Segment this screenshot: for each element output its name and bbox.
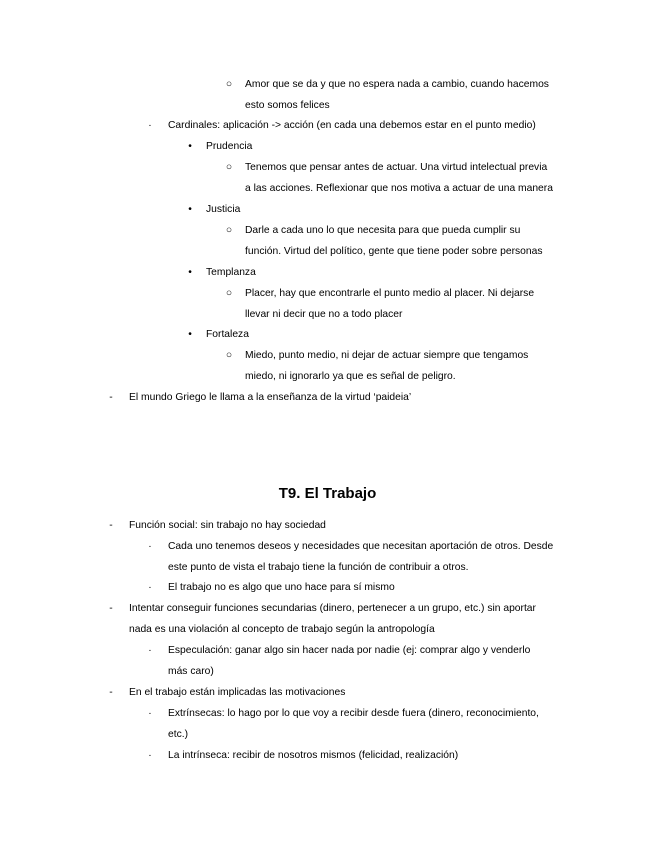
circle-bullet-icon: ○ — [225, 350, 233, 361]
virtue-desc-line1: Tenemos que pensar antes de actuar. Una virtud intelectual previa — [245, 162, 548, 173]
extrinsecas-line1: Extrínsecas: lo hago por lo que voy a recibir desde fuera (dinero, reconocimiento, — [168, 708, 539, 719]
virtue-desc-line2: función. Virtud del político, gente que tiene poder sobre personas — [245, 246, 543, 257]
circle-bullet-icon: ○ — [225, 162, 233, 173]
virtue-name-justicia: Justicia — [206, 204, 241, 215]
dot-bullet-icon: · — [148, 645, 152, 656]
funciones-secundarias-line1: Intentar conseguir funciones secundarias (dinero, pertenecer a un grupo, etc.) sin aportar — [129, 603, 536, 614]
circle-bullet-icon: ○ — [225, 225, 233, 236]
virtue-desc-line2: miedo, ni ignorarlo ya que es señal de peligro. — [245, 371, 456, 382]
virtue-desc-line1: Darle a cada uno lo que necesita para que pueda cumplir su — [245, 225, 521, 236]
disc-bullet-icon: • — [188, 204, 192, 215]
virtue-name-templanza: Templanza — [206, 267, 256, 278]
circle-bullet-icon: ○ — [225, 79, 233, 90]
virtue-desc-line2: llevar ni decir que no a todo placer — [245, 309, 403, 320]
disc-bullet-icon: • — [188, 329, 192, 340]
motivaciones-item: En el trabajo están implicadas las motivaciones — [129, 687, 346, 698]
dash-bullet-icon: - — [109, 687, 113, 698]
cardinales-item: Cardinales: aplicación -> acción (en cada una debemos estar en el punto medio) — [168, 120, 536, 131]
dot-bullet-icon: · — [148, 750, 152, 761]
disc-bullet-icon: • — [188, 267, 192, 278]
especulacion-line1: Especulación: ganar algo sin hacer nada por nadie (ej: comprar algo y venderlo — [168, 645, 531, 656]
virtue-name-fortaleza: Fortaleza — [206, 329, 249, 340]
extrinsecas-line2: etc.) — [168, 729, 189, 740]
love-item-line1: Amor que se da y que no espera nada a cambio, cuando hacemos — [245, 79, 549, 90]
dot-bullet-icon: · — [148, 541, 152, 552]
paideia-item: El mundo Griego le llama a la enseñanza de la virtud ‘paideia’ — [129, 392, 412, 403]
dot-bullet-icon: · — [148, 120, 152, 131]
love-item-line2: esto somos felices — [245, 100, 330, 111]
circle-bullet-icon: ○ — [225, 288, 233, 299]
funcion-social-item: Función social: sin trabajo no hay sociedad — [129, 520, 326, 531]
dash-bullet-icon: - — [109, 392, 113, 403]
dash-bullet-icon: - — [109, 603, 113, 614]
funciones-secundarias-line2: nada es una violación al concepto de trabajo según la antropología — [129, 624, 435, 635]
deseos-line2: este punto de vista el trabajo tiene la función de contribuir a otros. — [168, 562, 469, 573]
intrinseca-item: La intrínseca: recibir de nosotros mismos (felicidad, realización) — [168, 750, 459, 761]
section-title: T9. El Trabajo — [278, 485, 377, 502]
dash-bullet-icon: - — [109, 520, 113, 531]
disc-bullet-icon: • — [188, 141, 192, 152]
especulacion-line2: más caro) — [168, 666, 214, 677]
deseos-line1: Cada uno tenemos deseos y necesidades que necesitan aportación de otros. Desde — [168, 541, 554, 552]
no-para-si-item: El trabajo no es algo que uno hace para sí mismo — [168, 582, 395, 593]
virtue-name-prudencia: Prudencia — [206, 141, 253, 152]
virtue-desc-line1: Miedo, punto medio, ni dejar de actuar siempre que tengamos — [245, 350, 529, 361]
virtue-desc-line1: Placer, hay que encontrarle el punto medio al placer. Ni dejarse — [245, 288, 535, 299]
virtue-desc-line2: a las acciones. Reflexionar que nos motiva a actuar de una manera — [245, 183, 553, 194]
dot-bullet-icon: · — [148, 708, 152, 719]
dot-bullet-icon: · — [148, 582, 152, 593]
